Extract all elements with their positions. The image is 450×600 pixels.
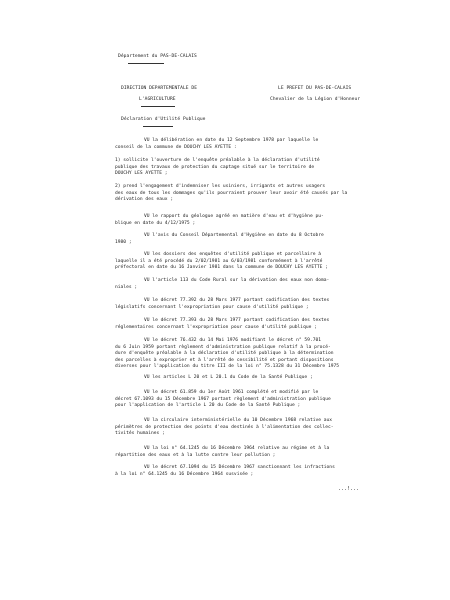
paragraph-vu-decret-77-393: VU le décret 77.393 du 28 Mars 1977 portant codification des textes réglementaires concernant l'expropriation pour cause d'utilité publique ; xyxy=(115,318,330,330)
paragraph-vu-enquetes: VU les dossiers des enquêtes d'utilité publique et parcellaire à laquelle il a été procédé du 2/02/1981 au 6/03/1981 conformément à l'arrêté préfectoral en date du 16 Janvier 1981 dans la commune de DOUCHY LES AYETTE ; xyxy=(115,252,328,271)
direction-heading: DIRECTION DEPARTEMENTALE DE xyxy=(121,86,198,91)
paragraph-vu-geologue: VU le rapport du géologue agréé en matière d'eau et d'hygiène pu- blique en date du 4/12/1975 ; xyxy=(115,214,324,226)
agriculture-heading: L'AGRICULTURE xyxy=(139,97,176,102)
paragraph-vu-conseil: VU l'avis du Conseil Départemental d'Hygiène en date du 8 Octobre 1980 ; xyxy=(115,233,324,245)
paragraph-item-2: 2) prend l'engagement d'indemniser les usiniers, irrigants et autres usagers des eaux de tous les dommages qu'ils pourraient prouver leur avoir été causés par la dérivation des eaux ; xyxy=(115,184,348,203)
paragraph-vu-decret-76-432: VU le décret 76.432 du 14 Mai 1976 modifiant le décret n° 59.701 du 6 Juin 1959 portant règlement d'administration publique relatif à la procé- dure d'enquête préalable à la déclaration d'utilité publique à la détermination des parcelles à exproprier et à l'arrêté de cessibilité et portant dispositions diverses pour l'application du titre III de la loi n° 75.1328 du 31 Décembre 1975 xyxy=(115,338,340,370)
paragraph-vu-article-113: VU l'article 113 du Code Rural sur la dérivation des eaux non doma- niales ; xyxy=(115,278,330,290)
paragraph-vu-loi-64-1245: VU la loi n° 64.1245 du 16 Décembre 1964 relative au régime et à la répartition des eaux et à la lutte contre leur pollution ; xyxy=(115,446,330,458)
paragraph-vu-decret-67-1094: VU le décret 67.1094 du 15 Décembre 1967 sanctionnant les infractions à la loi n° 64.1245 du 16 Décembre 1964 susvisée ; xyxy=(115,465,335,477)
paragraph-vu-deliberation: VU la délibération en date du 12 Septembre 1978 par laquelle le conseil de la commune de DOUCHY LES AYETTE : xyxy=(115,138,319,150)
heading-rule xyxy=(143,126,173,127)
heading-rule xyxy=(128,63,164,64)
paragraph-vu-circulaire: VU la circulaire interministérielle du 10 Décembre 1968 relative aux périmètres de protection des points d'eau destinés à l'alimentation des collec- tivités humaines ; xyxy=(115,418,334,437)
paragraph-item-1: 1) sollicite l'ouverture de l'enquête préalable à la déclaration d'utilité publique des travaux de protection du captage situé sur le territoire de DOUCHY LES AYETTE ; xyxy=(115,158,320,177)
heading-rule xyxy=(141,106,175,107)
paragraph-vu-decret-77-392: VU le décret 77.392 du 28 Mars 1977 portant codification des textes législatifs concernant l'expropriation pour cause d'utilité publique ; xyxy=(115,298,330,310)
prefect-title: Chevalier de la Légion d'Honneur xyxy=(270,97,361,102)
department-heading: Département du PAS-DE-CALAIS xyxy=(118,54,197,59)
paragraph-vu-articles-l20: VU les articles L 20 et L 20.1 du Code de la Santé Publique ; xyxy=(144,375,313,380)
prefect-heading: LE PREFET DU PAS-DE-CALAIS xyxy=(278,86,352,91)
paragraph-vu-decret-61-859: VU le décret 61.859 du 1er Août 1961 complété et modifié par le décret 67.1093 du 15 Décembre 1967 portant règlement d'administration publique pour l'application de l'article L 20 du Code de la Santé Publique ; xyxy=(115,390,331,409)
continuation-marker: ...!... xyxy=(338,486,360,492)
subject-heading: Déclaration d'Utilité Publique xyxy=(121,117,206,122)
